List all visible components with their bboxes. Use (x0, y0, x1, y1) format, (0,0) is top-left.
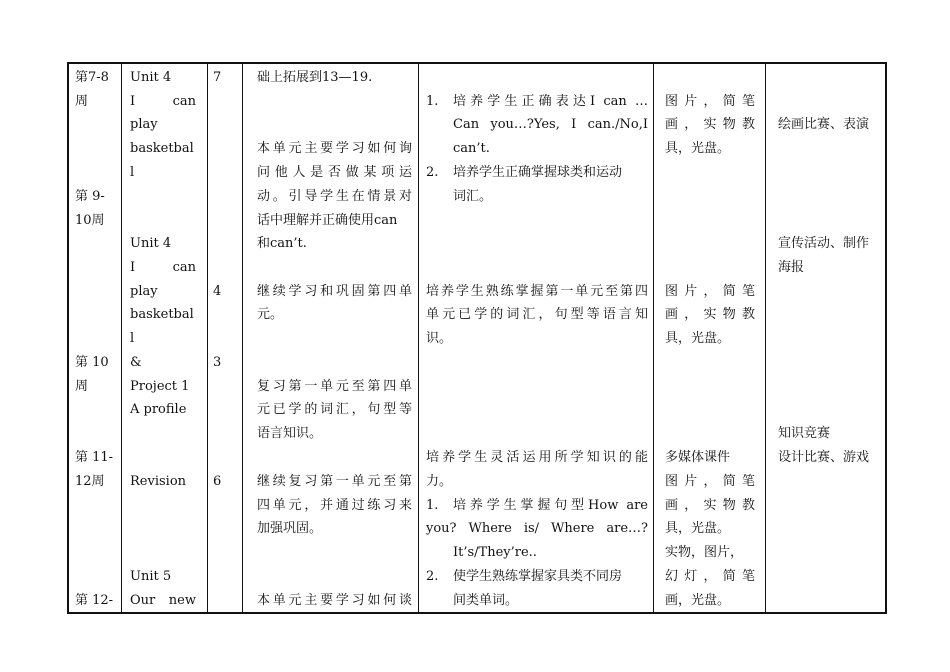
goal-text: 培养学生正确掌握球类和运动 (453, 165, 623, 180)
column-divider (242, 64, 243, 612)
column-divider (418, 64, 419, 612)
hours-value: 4 (213, 284, 222, 299)
unit-title: can (172, 94, 196, 109)
resource-text: 图片，简笔 (665, 284, 755, 299)
activity-text: 海报 (778, 260, 805, 275)
resource-text: 具，光盘。 (665, 331, 731, 346)
resource-text: 具，光盘。 (665, 521, 731, 536)
goal-text: you? Where is/ Where are…? (426, 521, 648, 536)
goal-text: It’s/They’re.. (453, 545, 537, 560)
goal-text: 培养学生正确表达I can … (453, 94, 648, 109)
resource-text: 幻灯，简笔 (665, 569, 755, 584)
content-text: 语言知识。 (257, 426, 323, 441)
unit-title: & (130, 355, 142, 370)
content-text: 加强巩固。 (257, 521, 323, 536)
content-text: 四单元，并通过练习来 (257, 498, 412, 513)
unit-title: Unit 4 (130, 70, 172, 85)
column-divider (121, 64, 122, 612)
content-text: 继续复习第一单元至第 (257, 474, 412, 489)
unit-title: I (130, 94, 136, 109)
hours-value: 7 (213, 70, 222, 85)
week-label: 第 12- (75, 593, 114, 608)
hours-value: 6 (213, 474, 222, 489)
goal-text: 培养学生掌握句型How are (453, 498, 648, 513)
goal-text: can’t. (453, 141, 490, 156)
unit-title: Unit 4 (130, 236, 172, 251)
unit-title: can (172, 260, 196, 275)
goal-text: Can you…?Yes, I can./No,I (453, 117, 648, 132)
goal-number: 1. (426, 498, 439, 513)
activity-text: 绘画比赛、表演 (778, 117, 870, 132)
content-text: 问他人是否做某项运 (257, 165, 412, 180)
week-label: 10周 (75, 213, 105, 228)
unit-title: Unit 5 (130, 569, 172, 584)
content-text: 和can’t. (257, 236, 307, 251)
goal-text: 词汇。 (453, 189, 493, 204)
content-text: 复习第一单元至第四单 (257, 379, 412, 394)
content-text: 础上拓展到13—19. (257, 70, 373, 85)
week-label: 周 (75, 94, 89, 109)
resource-text: 图片，简笔 (665, 474, 755, 489)
unit-title: play (130, 117, 158, 132)
goal-number: 2. (426, 165, 439, 180)
resource-text: 实物，图片， (665, 545, 744, 560)
unit-title: basketbal (130, 141, 194, 156)
resource-text: 具，光盘。 (665, 141, 731, 156)
week-label: 第 9- (75, 189, 105, 204)
week-label: 第 10 (75, 355, 109, 370)
activity-text: 知识竞赛 (778, 426, 831, 441)
activity-text: 设计比赛、游戏 (778, 450, 870, 465)
goal-number: 2. (426, 569, 439, 584)
goal-text: 培养学生灵活运用所学知识的能 (426, 450, 648, 465)
unit-title: play (130, 284, 158, 299)
content-text: 动。引导学生在情景对 (257, 189, 412, 204)
week-label: 第7-8 (75, 70, 109, 85)
unit-title: l (130, 165, 135, 180)
resource-text: 画，实物教 (665, 498, 755, 513)
goal-number: 1. (426, 94, 439, 109)
unit-title: A profile (130, 402, 187, 417)
content-text: 继续学习和巩固第四单 (257, 284, 412, 299)
goal-text: 力。 (426, 474, 453, 489)
unit-title: Revision (130, 474, 187, 489)
unit-title: l (130, 331, 135, 346)
resource-text: 画，实物教 (665, 117, 755, 132)
week-label: 第 11- (75, 450, 114, 465)
column-divider (765, 64, 766, 612)
content-text: 元。 (257, 307, 284, 322)
week-label: 周 (75, 379, 89, 394)
column-divider (653, 64, 654, 612)
unit-title: Our (130, 593, 156, 608)
resource-text: 画，光盘。 (665, 593, 731, 608)
hours-value: 3 (213, 355, 222, 370)
goal-text: 培养学生熟练掌握第一单元至第四 (426, 284, 648, 299)
unit-title: basketbal (130, 307, 194, 322)
goal-text: 间类单词。 (453, 593, 519, 608)
unit-title: Project 1 (130, 379, 190, 394)
week-label: 12周 (75, 474, 105, 489)
unit-title: I (130, 260, 136, 275)
content-text: 本单元主要学习如何询 (257, 141, 412, 156)
content-text: 话中理解并正确使用can (257, 213, 398, 228)
content-text: 元已学的词汇，句型等 (257, 402, 412, 417)
resource-text: 图片，简笔 (665, 94, 755, 109)
goal-text: 使学生熟练掌握家具类不同房 (453, 569, 623, 584)
resource-text: 多媒体课件 (665, 450, 731, 465)
unit-title: new (168, 593, 196, 608)
goal-text: 识。 (426, 331, 453, 346)
goal-text: 单元已学的词汇，句型等语言知 (426, 307, 648, 322)
resource-text: 画，实物教 (665, 307, 755, 322)
content-text: 本单元主要学习如何谈 (257, 593, 412, 608)
activity-text: 宣传活动、制作 (778, 236, 870, 251)
column-divider (207, 64, 208, 612)
